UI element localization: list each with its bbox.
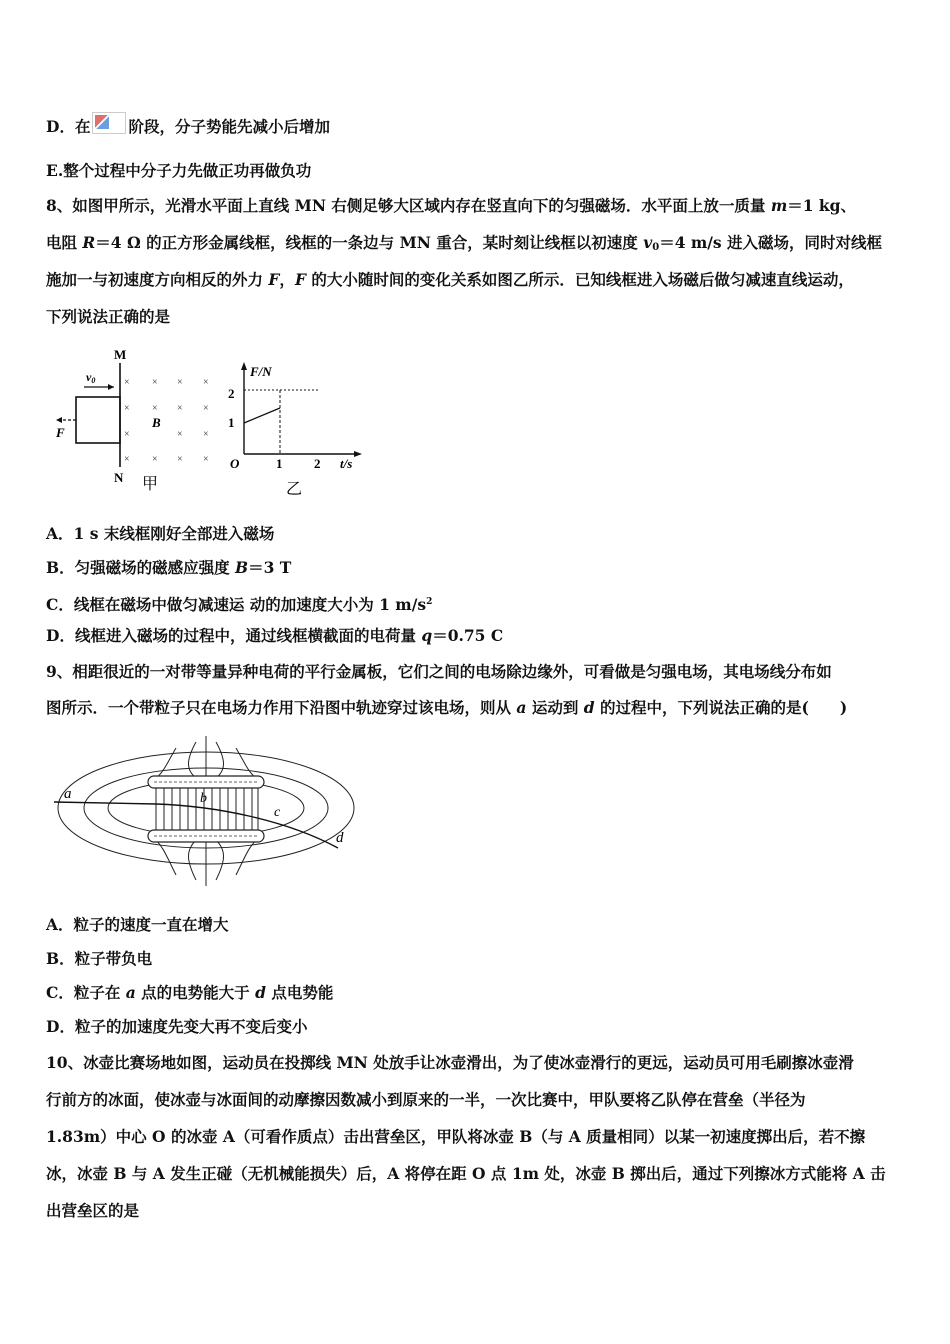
svg-text:×: × xyxy=(152,377,158,388)
q8-option-d: D．线框进入磁场的过程中，通过线框横截面的电荷量 q＝0.75 C xyxy=(46,626,504,645)
q10-stem-line-3: 1.83m）中心 O 的冰壶 A（可看作质点）击出营垒区，甲队将冰壶 B（与 A 质量相同）以某一初速度掷出后，若不擦 xyxy=(46,1127,866,1146)
svg-text:×: × xyxy=(124,403,130,414)
q8-stem-line-2: 电阻 R＝4 Ω 的正方形金属线框，线框的一条边与 MN 重合，某时刻让线框以初速度 $v_0=4$ m/s 进入磁场，同时对线框 xyxy=(46,233,883,253)
q8-option-c: C．线框在磁场中做匀减速运 动的加速度大小为 1 $m/s^2$ xyxy=(46,595,433,614)
svg-text:×: × xyxy=(203,429,209,440)
y-tick-2: 2 xyxy=(228,386,235,401)
figure-electric-field-lines xyxy=(46,730,356,890)
svg-text:×: × xyxy=(124,377,130,388)
svg-text:×: × xyxy=(152,403,158,414)
field-crosses xyxy=(124,377,209,465)
q9-option-c: C．粒子在 a 点的电势能大于 d 点电势能 xyxy=(46,983,334,1002)
q8-option-a: A．1 s 末线框刚好全部进入磁场 xyxy=(46,524,275,543)
q7-option-d: D．在 阶段，分子势能先减小后增加 xyxy=(46,112,330,138)
label-b: B xyxy=(152,415,161,430)
svg-text:×: × xyxy=(177,403,183,414)
force-line xyxy=(244,408,280,423)
label-n: N xyxy=(114,470,124,485)
svg-text:×: × xyxy=(124,454,130,465)
svg-text:×: × xyxy=(203,454,209,465)
caption-jia: 甲 xyxy=(142,476,159,493)
x-axis-label: t/s xyxy=(340,456,353,471)
figure-jia-magnetic-field xyxy=(50,345,230,495)
origin-label: O xyxy=(230,456,240,471)
label-d: d xyxy=(336,830,344,846)
q10-stem-line-2: 行前方的冰面，使冰壶与冰面间的动摩擦因数减小到原来的一半，一次比赛中，甲队要将乙队停在营垒（半径为 xyxy=(46,1090,806,1109)
q10-stem-line-5: 出营垒区的是 xyxy=(46,1201,140,1220)
y-tick-1: 1 xyxy=(228,415,235,430)
label-v0: v0 xyxy=(86,370,96,385)
svg-text:×: × xyxy=(152,454,158,465)
label-f: F xyxy=(56,425,65,440)
label-b: b xyxy=(200,791,207,806)
q9-stem-line-2: 图所示．一个带粒子只在电场力作用下沿图中轨迹穿过该电场，则从 a 运动到 d 的过程中，下列说法正确的是( ) xyxy=(46,698,848,717)
q8-stem-line-3: 施加一与初速度方向相反的外力 F，F 的大小随时间的变化关系如图乙所示．已知线框进入场磁后做匀减速直线运动， xyxy=(46,270,854,289)
svg-text:×: × xyxy=(203,403,209,414)
q9-option-d: D．粒子的加速度先变大再不变后变小 xyxy=(46,1017,308,1036)
figure-yi-force-graph xyxy=(222,356,372,501)
caption-yi: 乙 xyxy=(286,481,303,498)
q9-option-b: B．粒子带负电 xyxy=(46,949,153,968)
q9-option-a: A．粒子的速度一直在增大 xyxy=(46,915,229,934)
x-tick-1: 1 xyxy=(276,456,283,471)
q8-option-b: B．匀强磁场的磁感应强度 B＝3 T xyxy=(46,558,292,577)
broken-image-icon xyxy=(92,112,126,134)
y-axis-label: F/N xyxy=(250,364,272,379)
svg-text:×: × xyxy=(177,377,183,388)
label-m: M xyxy=(114,347,127,362)
label-a: a xyxy=(64,786,72,802)
q9-stem-line-1: 9、相距很近的一对带等量异种电荷的平行金属板，它们之间的电场除边缘外，可看做是匀强电场，其电场线分布如 xyxy=(46,662,832,681)
q10-stem-line-4: 冰，冰壶 B 与 A 发生正碰（无机械能损失）后，A 将停在距 O 点 1m 处，冰壶 B 掷出后，通过下列擦冰方式能将 A 击 xyxy=(46,1164,886,1183)
svg-text:×: × xyxy=(124,429,130,440)
q7-option-e: E.整个过程中分子力先做正功再做负功 xyxy=(46,161,312,180)
svg-text:×: × xyxy=(177,454,183,465)
svg-text:×: × xyxy=(203,377,209,388)
q10-stem-line-1: 10、冰壶比赛场地如图，运动员在投掷线 MN 处放手让冰壶滑出，为了使冰壶滑行的更远，运动员可用毛刷擦冰壶滑 xyxy=(46,1053,854,1072)
q8-stem-line-1: 8、如图甲所示，光滑水平面上直线 MN 右侧足够大区域内存在竖直向下的匀强磁场．水平面上放一质量 m＝1 kg、 xyxy=(46,196,856,215)
q8-stem-line-4: 下列说法正确的是 xyxy=(46,307,171,326)
wire-frame xyxy=(76,397,120,443)
x-tick-2: 2 xyxy=(314,456,321,471)
svg-text:×: × xyxy=(177,429,183,440)
label-c: c xyxy=(274,805,281,820)
